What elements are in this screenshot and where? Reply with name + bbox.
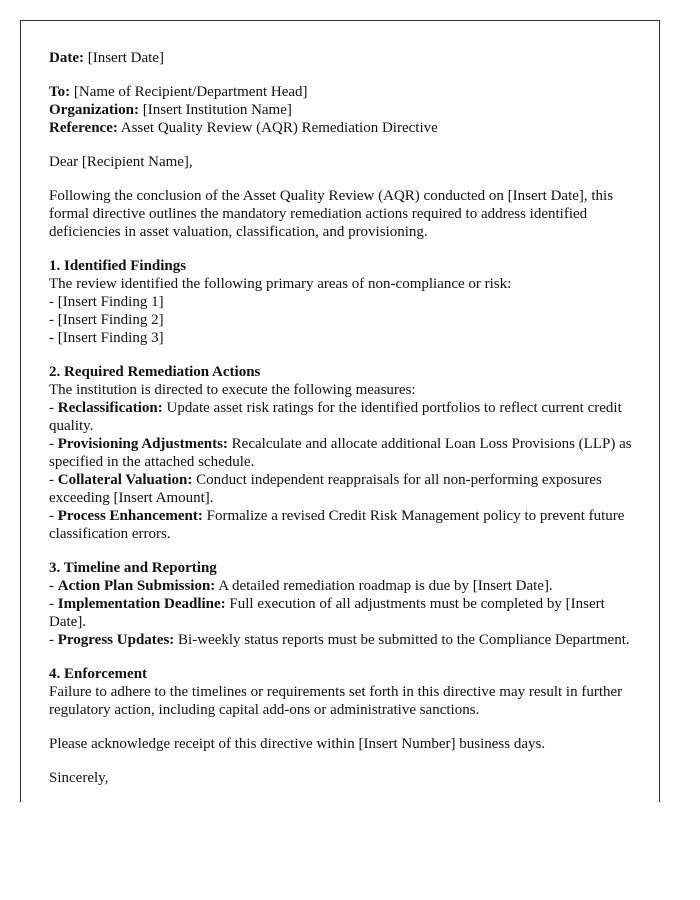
address-block: [49, 83, 639, 137]
to-value: [Name of Recipient/Department Head]: [70, 84, 308, 100]
timeline-label: Implementation Deadline:: [57, 596, 226, 612]
finding-item: - [Insert Finding 2]: [49, 312, 164, 328]
reference-value: Asset Quality Review (AQR) Remediation Directive: [117, 120, 438, 136]
action-label: Collateral Valuation:: [57, 472, 193, 488]
acknowledge-paragraph: Please acknowledge receipt of this directive within [Insert Number] business days.: [49, 736, 546, 752]
salutation: Dear [Recipient Name],: [49, 154, 193, 170]
timeline-text: Full execution of all adjustments must be completed by [Insert Date].: [49, 596, 605, 630]
to-label: To:: [49, 84, 71, 100]
finding-item: - [Insert Finding 3]: [49, 330, 164, 346]
action-text: Update asset risk ratings for the identified portfolios to reflect current credit quality.: [49, 400, 622, 434]
date-value: [Insert Date]: [83, 50, 164, 66]
section-identified-findings: [49, 257, 639, 347]
action-text: Conduct independent reappraisals for all non-performing exposures exceeding [Insert Amount].: [49, 472, 602, 506]
date-label: Date:: [49, 50, 84, 66]
action-text: Recalculate and allocate additional Loan Loss Provisions (LLP) as specified in the attached schedule.: [49, 436, 632, 470]
action-label: Process Enhancement:: [57, 508, 203, 524]
action-item: - Reclassification: Update asset risk ratings for the identified portfolios to reflect current credit quality.: [49, 400, 622, 434]
section-enforcement: [49, 665, 639, 719]
action-item: - Collateral Valuation: Conduct independent reappraisals for all non-performing exposures exceeding [Insert Amount].: [49, 472, 602, 506]
organization-label: Organization:: [49, 102, 139, 118]
section-title: 1. Identified Findings: [49, 258, 187, 274]
organization-line: [49, 101, 639, 119]
organization-value: [Insert Institution Name]: [139, 102, 292, 118]
reference-label: Reference:: [49, 120, 118, 136]
timeline-label: Action Plan Submission:: [57, 578, 216, 594]
action-item: - Provisioning Adjustments: Recalculate and allocate additional Loan Loss Provisions (LLP) as specified in the attached schedule.: [49, 436, 632, 470]
timeline-item: - Progress Updates: Bi-weekly status reports must be submitted to the Compliance Department.: [49, 632, 630, 648]
timeline-item: - Implementation Deadline: Full execution of all adjustments must be completed by [Insert Date].: [49, 596, 605, 630]
section-remediation-actions: [49, 363, 639, 543]
to-line: [49, 83, 639, 101]
action-text: Formalize a revised Credit Risk Management policy to prevent future classification errors.: [49, 508, 625, 542]
section-lead: The review identified the following primary areas of non-compliance or risk:: [49, 276, 512, 292]
timeline-label: Progress Updates:: [57, 632, 175, 648]
finding-item: - [Insert Finding 1]: [49, 294, 164, 310]
action-item: - Process Enhancement: Formalize a revised Credit Risk Management policy to prevent future classification errors.: [49, 508, 625, 542]
section-title: 3. Timeline and Reporting: [49, 560, 217, 576]
timeline-text: A detailed remediation roadmap is due by [Insert Date].: [215, 578, 553, 594]
letter-content: [49, 49, 639, 802]
letter-page: [20, 20, 660, 802]
action-label: Provisioning Adjustments:: [57, 436, 228, 452]
closing: Sincerely,: [49, 770, 109, 786]
action-label: Reclassification:: [57, 400, 163, 416]
section-title: 4. Enforcement: [49, 666, 148, 682]
section-timeline-reporting: [49, 559, 639, 649]
date-line: [49, 49, 639, 67]
timeline-text: Bi-weekly status reports must be submitted to the Compliance Department.: [174, 632, 630, 648]
timeline-item: - Action Plan Submission: A detailed remediation roadmap is due by [Insert Date].: [49, 578, 553, 594]
section-lead: The institution is directed to execute the following measures:: [49, 382, 416, 398]
section-lead: Failure to adhere to the timelines or requirements set forth in this directive may result in further regulatory action, including capital add-ons or administrative sanctions.: [49, 684, 623, 718]
intro-paragraph: Following the conclusion of the Asset Quality Review (AQR) conducted on [Insert Date], this formal directive outlines the mandatory remediation actions required to address identified deficiencies in asset valuation, classification, and provisioning.: [49, 188, 614, 240]
section-title: 2. Required Remediation Actions: [49, 364, 261, 380]
reference-line: [49, 119, 639, 137]
